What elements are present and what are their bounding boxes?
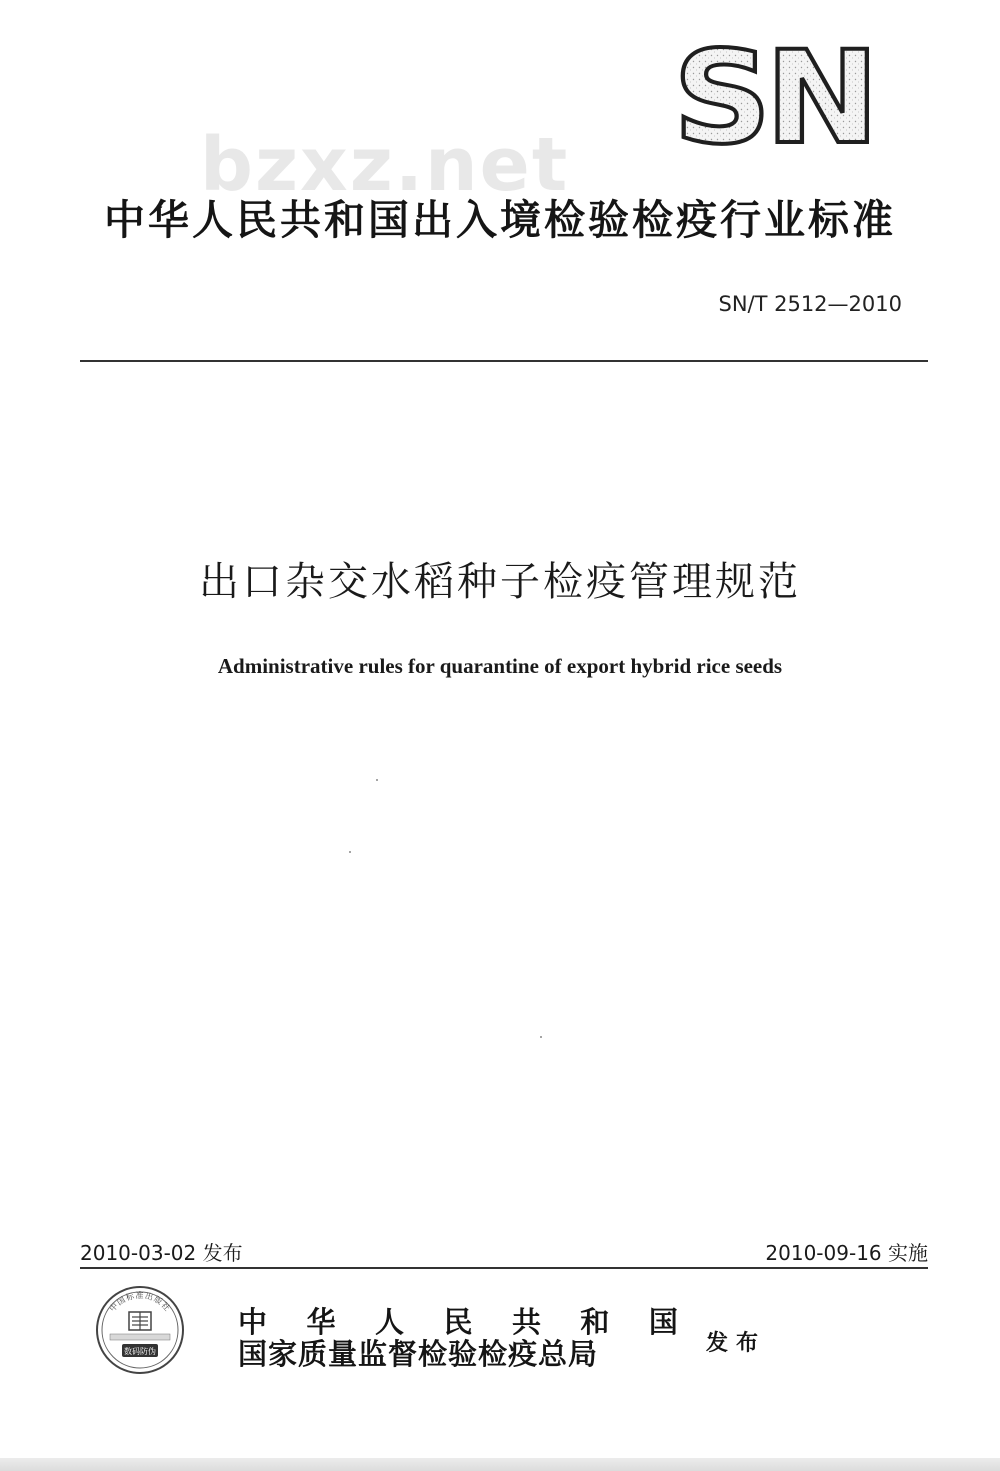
scan-speck [349,851,351,853]
scan-speck [540,1036,542,1038]
publisher-char: 华 [306,1305,336,1339]
page-bottom-edge [0,1458,1000,1471]
publisher-char: 人 [374,1305,404,1339]
issue-date: 2010-03-02 发布 [80,1241,243,1265]
publisher-char: 中 [238,1305,268,1339]
publisher-seal [94,1284,186,1376]
standard-category-title: 中华人民共和国出入境检验检疫行业标准 [104,196,896,244]
publisher-char: 共 [511,1305,541,1339]
publisher-line-1 [238,1305,678,1339]
sn-logo [668,42,878,150]
top-divider [80,360,928,362]
seal-text: 中国标准出版社 [107,1291,173,1314]
publisher-char: 国 [648,1305,678,1339]
document-title-cn: 出口杂交水稻种子检疫管理规范 [199,559,801,605]
sn-logo-text: SN [673,42,873,150]
publisher-line-2: 国家质量监督检验检疫总局 [238,1337,599,1371]
scan-speck [376,779,378,781]
publisher-char: 和 [580,1305,610,1339]
implementation-date: 2010-09-16 实施 [765,1241,928,1265]
seal-center-text: 数码防伪 [124,1347,156,1356]
bottom-divider [80,1267,928,1269]
publish-verb: 发布 [706,1331,767,1356]
publisher-char: 民 [443,1305,473,1339]
document-title-en: Administrative rules for quarantine of export hybrid rice seeds [217,654,783,678]
standard-number: SN/T 2512—2010 [718,292,902,316]
watermark: bzxz.net [200,122,570,208]
